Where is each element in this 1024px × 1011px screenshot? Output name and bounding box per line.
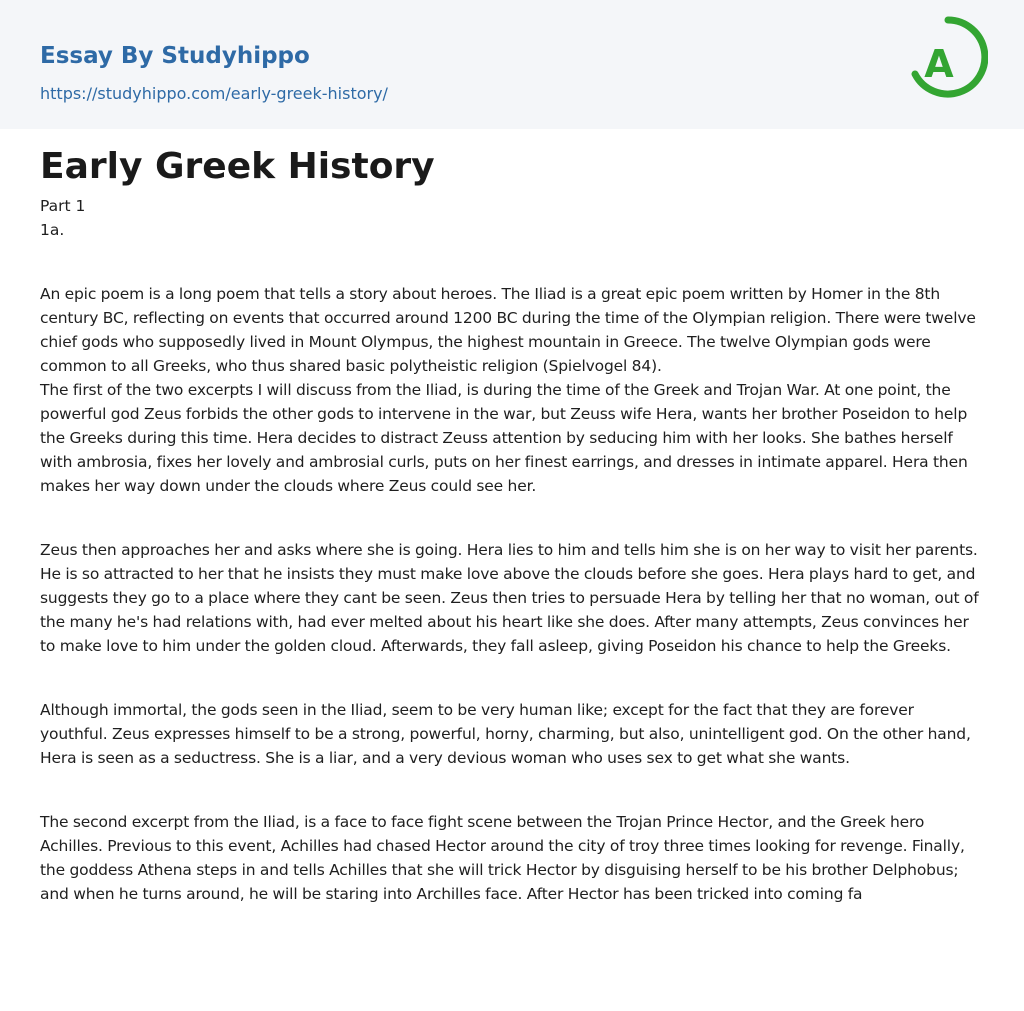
paragraph-gods-human: Although immortal, the gods seen in the Iliad, seem to be very human like; except for the fact that they are forever youthful. Zeus expresses himself to be a strong, powerful, horny, charming, but also, unintelligent god. On the other hand, Hera is seen as a seductress. She is a liar, and a very devious woman who uses sex to get what she wants.	[40, 701, 971, 767]
logo-letter: A	[924, 42, 954, 86]
part-label: Part 1	[40, 197, 86, 215]
site-header	[0, 0, 1024, 129]
studyhippo-logo-icon[interactable]	[908, 16, 988, 108]
paragraph-first-excerpt: The first of the two excerpts I will discuss from the Iliad, is during the time of the Greek and Trojan War. At one point, the powerful god Zeus forbids the other gods to intervene in the war, but Zeuss wife Hera, wants her brother Poseidon to help the Greeks during this time. Hera decides to distract Zeuss attention by seducing him with her looks. She bathes herself with ambrosia, fixes her lovely and ambrosial curls, puts on her finest earrings, and dresses in intimate apparel. Hera then makes her way down under the clouds where Zeus could see her.	[40, 381, 968, 495]
paragraph-intro: An epic poem is a long poem that tells a story about heroes. The Iliad is a great epic poem written by Homer in the 8th century BC, reflecting on events that occurred around 1200 BC during the time of the Olympian religion. There were twelve chief gods who supposedly lived in Mount Olympus, the highest mountain in Greece. The twelve Olympian gods were common to all Greeks, who thus shared basic polytheistic religion (Spielvogel 84).	[40, 285, 976, 375]
source-url-link[interactable]: https://studyhippo.com/early-greek-history/	[40, 84, 388, 103]
brand-title[interactable]: Essay By Studyhippo	[40, 43, 310, 69]
paragraph-zeus-hera: Zeus then approaches her and asks where she is going. Hera lies to him and tells him she is on her way to visit her parents. He is so attracted to her that he insists they must make love above the clouds before she goes. Hera plays hard to get, and suggests they go to a place where they cant be seen. Zeus then tries to persuade Hera by telling her that no woman, out of the many he's had relations with, had ever melted about his heart like she does. After many attempts, Zeus convinces her to make love to him under the golden cloud. Afterwards, they fall asleep, giving Poseidon his chance to help the Greeks.	[40, 541, 979, 655]
paragraph-second-excerpt: The second excerpt from the Iliad, is a face to face fight scene between the Trojan Prince Hector, and the Greek hero Achilles. Previous to this event, Achilles had chased Hector around the city of troy three times looking for revenge. Finally, the goddess Athena steps in and tells Achilles that she will trick Hector by disguising herself to be his brother Delphobus; and when he turns around, he will be staring into Archilles face. After Hector has been tricked into coming fa	[40, 813, 965, 903]
page-title: Early Greek History	[40, 146, 435, 187]
article	[40, 143, 984, 906]
section-label: 1a.	[40, 221, 65, 239]
